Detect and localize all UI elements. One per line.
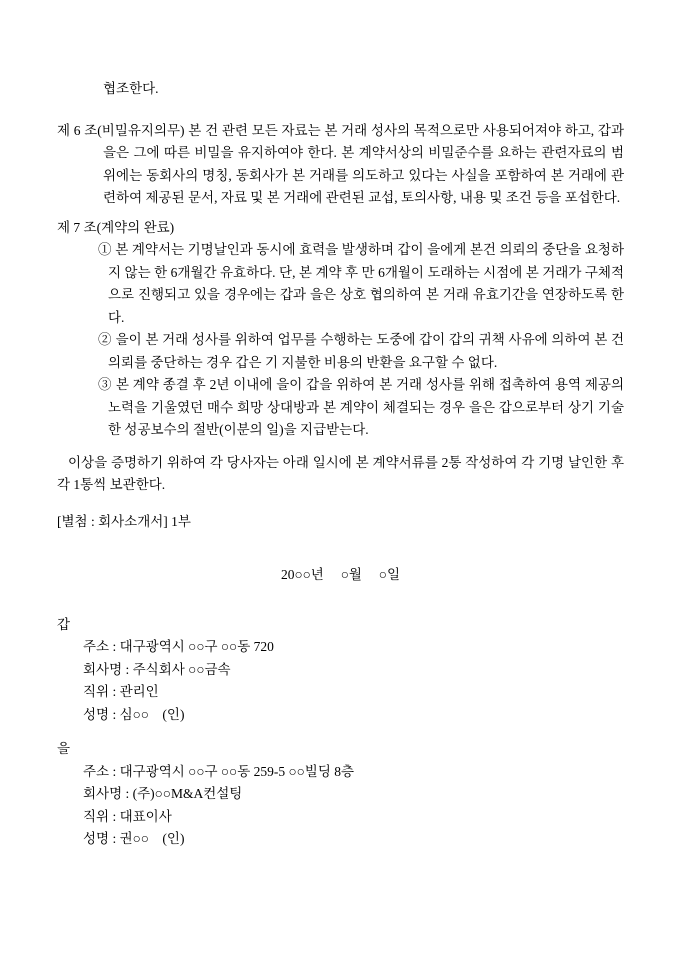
item-2-text: 을이 본 거래 성사를 위하여 업무를 수행하는 도중에 갑이 갑의 귀책 사유에 의하여 본 건 의뢰를 중단하는 경우 갑은 기 지불한 비용의 반환을 요구할 수 없다. [108, 332, 625, 370]
item-3-text: 본 계약 종결 후 2년 이내에 을이 갑을 위하여 본 거래 성사를 위해 접촉하여 용역 제공의 노력을 기울였던 매수 희망 상대방과 본 계약이 체결되는 경우 을은 갑으로부터 상기 기술한 성공보수의 절반(이분의 일)을 지급받는다. [108, 377, 625, 437]
article-6-heading: 제 6 조(비밀유지의무) [57, 122, 185, 138]
article-6-body: 본 건 관련 모든 자료는 본 거래 성사의 목적으로만 사용되어져야 하고, 갑과 을은 그에 따른 비밀을 유지하여야 한다. 본 계약서상의 비밀준수를 요하는 관련자료의 범위에는 동회사의 명칭, 동회사가 본 거래를 의도하고 있다는 사실을 포함하여 본 거래에 관련하여 제공된 문서, 자료 및 본 거래에 관련된 교섭, 토의사항, 내용 및 조건 등을 포섭한다. [103, 122, 625, 205]
article-7-heading: 제 7 조(계약의 완료) [57, 219, 175, 235]
party-a-company: 회사명 : 주식회사 ○○금속 [83, 661, 231, 677]
party-b-block [57, 738, 624, 851]
article-6 [57, 120, 624, 210]
party-b-company: 회사명 : (주)○○M&A컨설팅 [83, 786, 243, 801]
party-a-label: 갑 [57, 616, 71, 632]
item-2-marker: ② [98, 332, 112, 347]
previous-clause-continuation: 협조한다. [103, 81, 159, 96]
attachment-note: [별첨 : 회사소개서] 1부 [57, 513, 191, 529]
item-3-marker: ③ [98, 377, 112, 392]
party-b-label: 을 [57, 741, 71, 756]
party-b-name-seal: 성명 : 권○○ (인) [83, 831, 185, 846]
article-7-item-3 [57, 374, 624, 442]
signing-date: 20○○년 ○월 ○일 [281, 567, 400, 582]
article-7-item-1 [57, 239, 624, 329]
item-1-text: 본 계약서는 기명날인과 동시에 효력을 발생하며 갑이 을에게 본건 의뢰의 중단을 요청하지 않는 한 6개월간 유효하다. 단, 본 계약 후 만 6개월이 도래하는 시점에 본 거래가 구체적으로 진행되고 있을 경우에는 갑과 을은 상호 협의하여 본 거래 유효기간을 연장하도록 한다. [108, 242, 625, 325]
party-a-name-seal: 성명 : 심○○ (인) [83, 706, 185, 722]
party-b-position: 직위 : 대표이사 [83, 808, 172, 824]
party-a-position: 직위 : 관리인 [83, 684, 159, 699]
party-a-address: 주소 : 대구광역시 ○○구 ○○동 720 [83, 639, 274, 654]
item-1-marker: ① [98, 242, 112, 257]
party-a-block [57, 614, 624, 727]
party-b-address: 주소 : 대구광역시 ○○구 ○○동 259-5 ○○빌딩 8층 [83, 763, 355, 779]
article-7 [57, 217, 624, 442]
closing-statement: 이상을 증명하기 위하여 각 당사자는 아래 일시에 본 계약서류를 2통 작성하여 각 기명 날인한 후 각 1통씩 보관한다. [57, 454, 624, 492]
article-7-item-2 [57, 329, 624, 374]
